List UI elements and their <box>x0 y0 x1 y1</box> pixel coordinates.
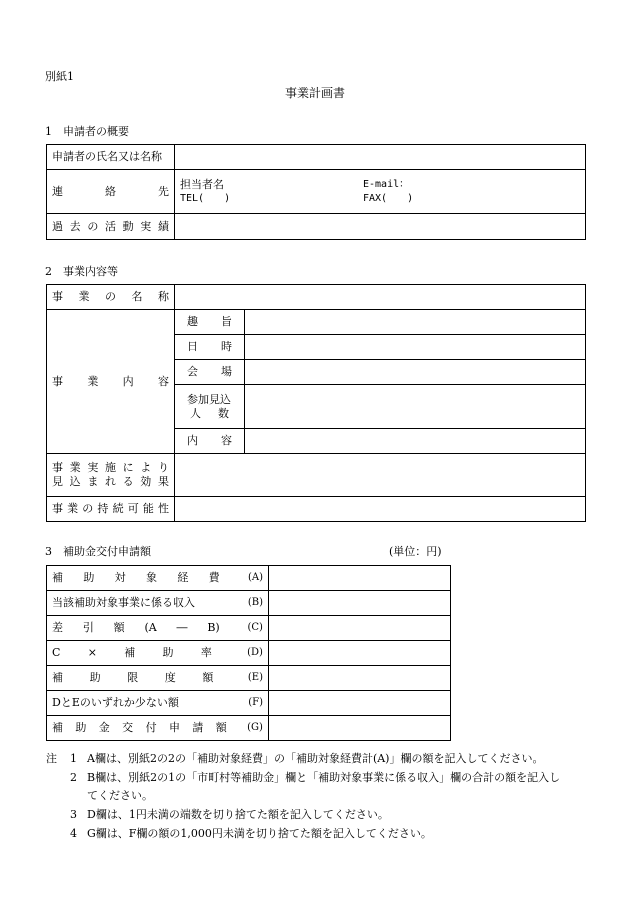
project-name-label: 事 業 の 名 称 <box>47 285 175 310</box>
section3-heading: 3 補助金交付申請額 <box>45 545 151 558</box>
content-label: 内 容 <box>175 429 245 454</box>
venue-label: 会 場 <box>175 360 245 385</box>
sustainability-label: 事 業 の 持 続 可 能 性 <box>47 497 175 522</box>
project-name-field[interactable] <box>175 285 586 310</box>
row-b-label: 当該補助対象事業に係る収入 (B) <box>47 591 269 616</box>
note-3: 3 D欄は、1円未満の端数を切り捨てた額を記入してください。 <box>70 808 389 821</box>
expected-effect-field[interactable] <box>175 454 586 497</box>
row-a-label: 補 助 対 象 経 費 (A) <box>47 566 269 591</box>
row-d-label: C × 補 助 率 (D) <box>47 641 269 666</box>
project-content-table <box>46 284 586 522</box>
contact-person-label: 担当者名 <box>180 178 224 191</box>
note-2: 2 B欄は、別紙2の1の「市町村等補助金」欄と「補助対象事業に係る収入」欄の合計の額を記入し <box>70 771 561 784</box>
contact-label: 連 絡 先 <box>47 170 175 214</box>
datetime-label: 日 時 <box>175 335 245 360</box>
subsidy-amount-table <box>46 565 451 741</box>
past-activities-field[interactable] <box>175 214 586 240</box>
content-field[interactable] <box>245 429 586 454</box>
attendees-field[interactable] <box>245 385 586 429</box>
unit-label: (単位：円) <box>389 545 442 558</box>
fax-label: FAX( ) <box>363 193 414 204</box>
attachment-label: 別紙1 <box>45 70 74 83</box>
row-c-field[interactable] <box>269 616 451 641</box>
applicant-name-field[interactable] <box>175 145 586 170</box>
row-g-label: 補 助 金 交 付 申 請 額 (G) <box>47 716 269 741</box>
email-label: E-mail： <box>363 179 410 190</box>
purpose-label: 趣 旨 <box>175 310 245 335</box>
past-activities-label: 過 去 の 活 動 実 績 <box>47 214 175 240</box>
expected-effect-label: 事 業 実 施 に よ り 見 込 ま れ る 効 果 <box>47 454 175 497</box>
notes-prefix: 注 <box>46 752 57 765</box>
attendees-label: 参加見込 人 数 <box>175 385 245 429</box>
applicant-name-label: 申請者の氏名又は名称 <box>47 145 175 170</box>
contact-field[interactable] <box>175 170 586 214</box>
row-e-field[interactable] <box>269 666 451 691</box>
note-1: 1 A欄は、別紙2の2の「補助対象経費」の「補助対象経費計(A)」欄の額を記入してください。 <box>70 752 544 765</box>
row-g-field[interactable] <box>269 716 451 741</box>
note-2-continued: てください。 <box>87 789 153 802</box>
row-d-field[interactable] <box>269 641 451 666</box>
tel-label: TEL( ) <box>180 193 231 204</box>
datetime-field[interactable] <box>245 335 586 360</box>
note-4: 4 G欄は、F欄の額の1,000円未満を切り捨てた額を記入してください。 <box>70 827 432 840</box>
sustainability-field[interactable] <box>175 497 586 522</box>
row-b-field[interactable] <box>269 591 451 616</box>
row-f-label: DとEのいずれか少ない額 (F) <box>47 691 269 716</box>
venue-field[interactable] <box>245 360 586 385</box>
row-f-field[interactable] <box>269 691 451 716</box>
section1-heading: 1 申請者の概要 <box>45 125 129 138</box>
page-title: 事業計画書 <box>284 86 345 100</box>
row-a-field[interactable] <box>269 566 451 591</box>
purpose-field[interactable] <box>245 310 586 335</box>
project-content-label: 事 業 内 容 <box>47 310 175 454</box>
applicant-overview-table <box>46 144 586 240</box>
section2-heading: 2 事業内容等 <box>45 265 118 278</box>
row-e-label: 補 助 限 度 額 (E) <box>47 666 269 691</box>
row-c-label: 差 引 額 (A ― B) (C) <box>47 616 269 641</box>
